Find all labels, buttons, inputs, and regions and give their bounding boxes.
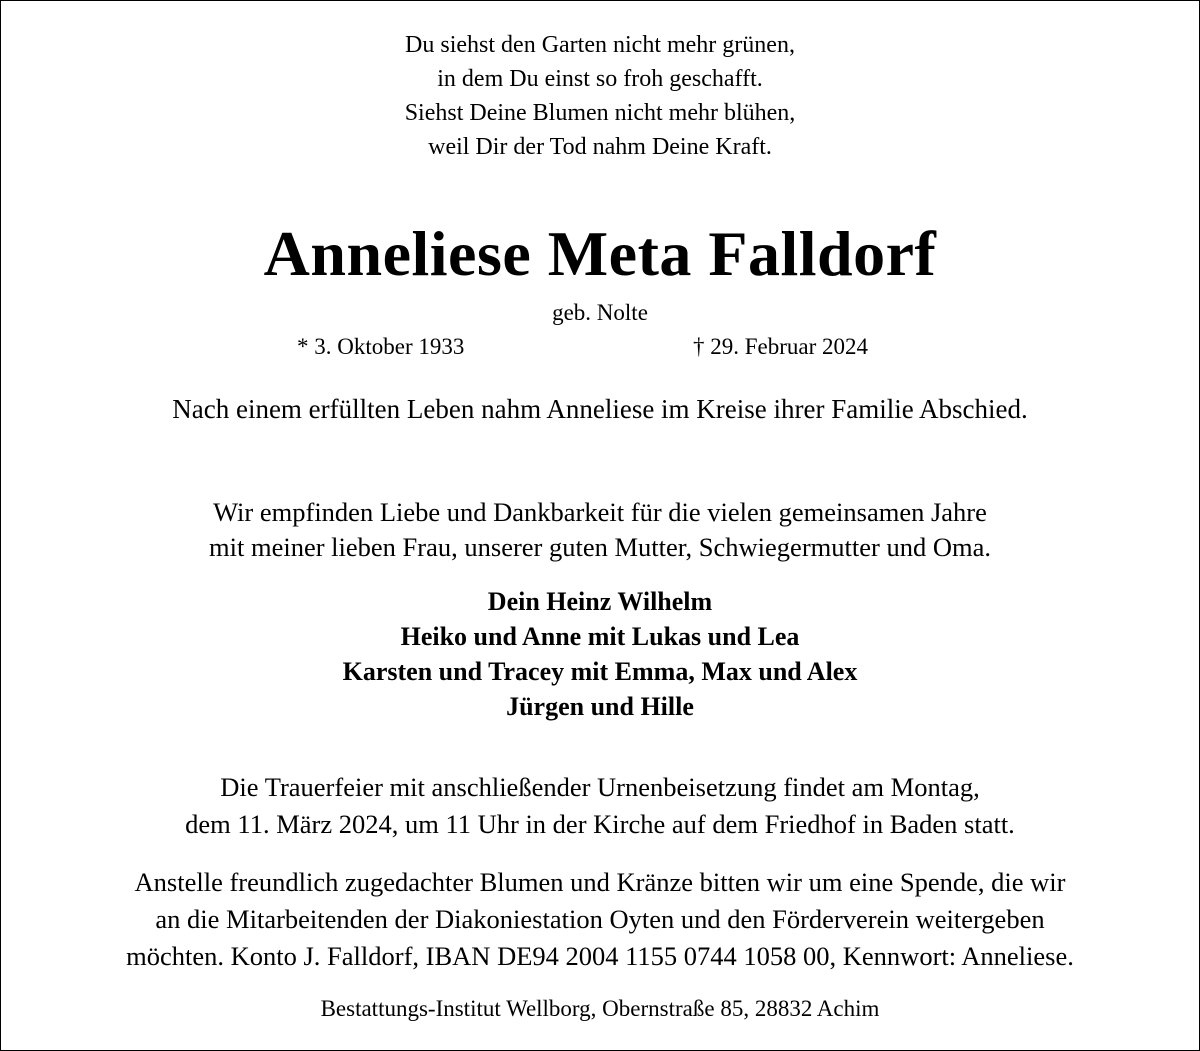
death-date: † 29. Februar 2024 [693,334,869,359]
family-line: Karsten und Tracey mit Emma, Max und Alex [342,657,858,686]
poem-line: in dem Du einst so froh geschafft. [437,66,763,92]
family-line: Dein Heinz Wilhelm [487,587,713,616]
donation-line: an die Mitarbeitenden der Diakoniestation Oyten und den Förderverein weitergeben [155,904,1045,934]
gratitude-line: Wir empfinden Liebe und Dankbarkeit für die vielen gemeinsamen Jahre [213,497,987,527]
farewell-text: Nach einem erfüllten Leben nahm Anneliese im Kreise ihrer Familie Abschied. [172,394,1028,424]
deceased-name: Anneliese Meta Falldorf [263,218,937,289]
birth-date: * 3. Oktober 1933 [297,334,465,359]
family-line: Jürgen und Hille [506,692,694,721]
poem-line: Du siehst den Garten nicht mehr grünen, [405,32,795,58]
poem [1,28,1199,164]
poem-line: Siehst Deine Blumen nicht mehr blühen, [404,100,796,126]
gratitude-line: mit meiner lieben Frau, unserer guten Mutter, Schwiegermutter und Oma. [209,532,991,562]
maiden-name: geb. Nolte [552,300,648,325]
donation-line: möchten. Konto J. Falldorf, IBAN DE94 2004 1155 0744 1058 00, Kennwort: Anneliese. [126,941,1074,971]
funeral-home: Bestattungs-Institut Wellborg, Obernstraße 85, 28832 Achim [320,996,880,1021]
donation-line: Anstelle freundlich zugedachter Blumen und Kränze bitten wir um eine Spende, die wir [134,867,1066,897]
funeral-line: dem 11. März 2024, um 11 Uhr in der Kirche auf dem Friedhof in Baden statt. [185,809,1015,839]
funeral-line: Die Trauerfeier mit anschließender Urnenbeisetzung findet am Montag, [220,772,980,802]
poem-line: weil Dir der Tod nahm Deine Kraft. [428,134,772,160]
family-line: Heiko und Anne mit Lukas und Lea [400,622,800,651]
